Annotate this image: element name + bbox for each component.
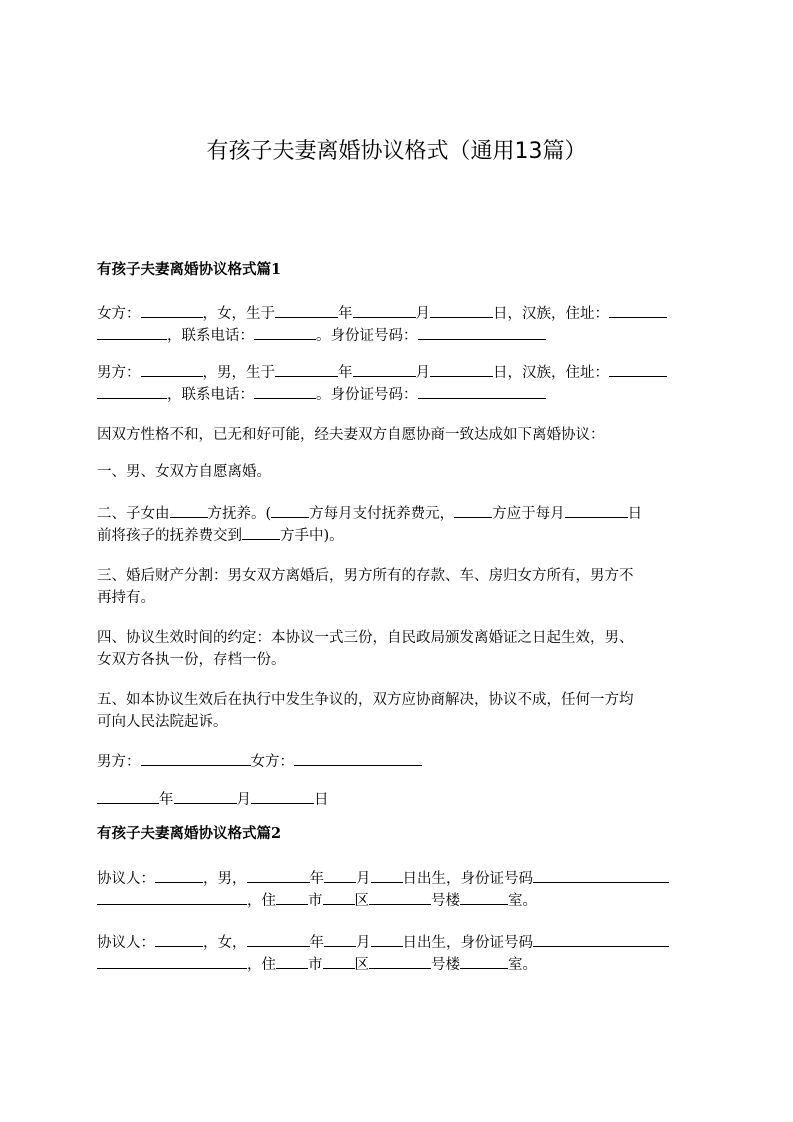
payer-party-blank-2[interactable] (454, 502, 492, 518)
sign-day-blank[interactable] (251, 788, 314, 804)
building-label: 号楼 (431, 893, 460, 909)
born-id-label: 日出生，身份证号码 (402, 935, 533, 951)
party-1-room-blank[interactable] (460, 889, 508, 905)
party-1-month-blank[interactable] (324, 867, 356, 883)
party-2-building-blank[interactable] (369, 953, 431, 969)
party-2-month-blank[interactable] (324, 931, 356, 947)
clause-2-text-b: 方抚养。( (207, 506, 272, 522)
clause-2-text-a: 二、子女由 (97, 506, 170, 522)
party-1-building-blank[interactable] (369, 889, 431, 905)
party-2-id-blank[interactable] (533, 931, 669, 947)
signature-line (97, 750, 422, 773)
clause-1: 一、男、女双方自愿离婚。 (97, 464, 271, 480)
month-label: 月 (415, 306, 430, 322)
female-address-blank-cont[interactable] (97, 324, 167, 340)
clause-2-text-e: 日 (627, 506, 643, 522)
sign-male-label: 男方： (97, 754, 141, 770)
male-birth-month-blank[interactable] (353, 361, 416, 377)
party-1-year-blank[interactable] (247, 867, 310, 883)
party-2-room-blank[interactable] (460, 953, 508, 969)
party-1-id-blank-cont[interactable] (97, 889, 247, 905)
clause-5-line-2: 可向人民法院起诉。 (97, 714, 228, 730)
male-birth-day-blank[interactable] (430, 361, 493, 377)
sign-year-blank[interactable] (97, 788, 159, 804)
party-1-line-2 (97, 889, 537, 912)
clause-2-line-2 (97, 524, 344, 547)
section-heading-2: 有孩子夫妻离婚协议格式篇2 (97, 825, 282, 842)
month-label: 月 (356, 935, 371, 951)
city-label: 市 (308, 893, 323, 909)
phone-label: ，联系电话： (167, 328, 254, 344)
male-birth-year-blank[interactable] (275, 361, 338, 377)
male-address-blank-cont[interactable] (97, 383, 167, 399)
party-label: 协议人： (97, 871, 155, 887)
party-2-city-blank[interactable] (276, 953, 308, 969)
male-phone-blank[interactable] (254, 383, 316, 399)
intro-paragraph: 因双方性格不和，已无和好可能，经夫妻双方自愿协商一致达成如下离婚协议： (97, 427, 605, 443)
female-phone-blank[interactable] (254, 324, 316, 340)
year-label: 年 (338, 306, 353, 322)
female-party-line (97, 302, 667, 325)
party-1-gender: ，男， (203, 871, 247, 887)
party-label: 协议人： (97, 935, 155, 951)
party-2-year-blank[interactable] (247, 931, 310, 947)
sign-female-label: 女方： (250, 754, 294, 770)
male-name-blank[interactable] (141, 361, 203, 377)
female-label: 女方： (97, 306, 141, 322)
female-birth-month-blank[interactable] (353, 302, 416, 318)
party-1-day-blank[interactable] (371, 867, 403, 883)
district-label: 区 (354, 957, 369, 973)
building-label: 号楼 (431, 957, 460, 973)
room-label: 室。 (508, 893, 537, 909)
party-1-id-blank[interactable] (533, 867, 669, 883)
receiver-party-blank[interactable] (242, 524, 280, 540)
city-label: 市 (308, 957, 323, 973)
clause-3-line-1: 三、婚后财产分割：男女双方离婚后，男方所有的存款、车、房归女方所有，男方不 (97, 568, 634, 584)
date-month-label: 月 (236, 792, 251, 808)
female-name-blank[interactable] (141, 302, 203, 318)
payer-party-blank[interactable] (271, 502, 309, 518)
male-id-blank[interactable] (418, 383, 546, 399)
month-label: 月 (415, 365, 430, 381)
date-line (97, 788, 329, 811)
clause-2-text-c: 方每月支付抚养费元， (309, 506, 455, 522)
male-label: 男方： (97, 365, 141, 381)
id-label: 。身份证号码： (316, 328, 418, 344)
live-label: ，住 (247, 957, 276, 973)
phone-label: ，联系电话： (167, 387, 254, 403)
clause-2-line-1 (97, 502, 642, 525)
party-2-day-blank[interactable] (371, 931, 403, 947)
male-contact-line (97, 383, 546, 406)
room-label: 室。 (508, 957, 537, 973)
section-heading-1: 有孩子夫妻离婚协议格式篇1 (97, 261, 282, 278)
female-birth-year-blank[interactable] (275, 302, 338, 318)
clause-2-text-g: 方手中)。 (280, 528, 344, 544)
sign-month-blank[interactable] (174, 788, 237, 804)
year-label: 年 (309, 871, 324, 887)
party-2-gender: ，女， (203, 935, 247, 951)
party-2-line-1 (97, 931, 669, 954)
clause-2-text-d: 方应于每月 (492, 506, 565, 522)
id-label: 。身份证号码： (316, 387, 418, 403)
clause-5-line-1: 五、如本协议生效后在执行中发生争议的，双方应协商解决，协议不成，任何一方均 (97, 692, 634, 708)
date-year-label: 年 (159, 792, 174, 808)
male-signature-blank[interactable] (141, 750, 251, 766)
female-contact-line (97, 324, 546, 347)
clause-3-line-2: 再持有。 (97, 590, 155, 606)
day-ethnic-address-label: 日，汉族，住址： (493, 306, 609, 322)
male-address-blank[interactable] (609, 361, 667, 377)
day-ethnic-address-label: 日，汉族，住址： (493, 365, 609, 381)
party-1-district-blank[interactable] (323, 889, 355, 905)
document-title: 有孩子夫妻离婚协议格式（通用13篇） (206, 139, 587, 164)
party-1-city-blank[interactable] (276, 889, 308, 905)
party-2-name-blank[interactable] (155, 931, 203, 947)
live-label: ，住 (247, 893, 276, 909)
year-label: 年 (309, 935, 324, 951)
clause-4-line-2: 女双方各执一份，存档一份。 (97, 652, 286, 668)
party-2-line-2 (97, 953, 537, 976)
party-2-id-blank-cont[interactable] (97, 953, 247, 969)
clause-4-line-1: 四、协议生效时间的约定：本协议一式三份，自民政局颁发离婚证之日起生效，男、 (97, 630, 634, 646)
date-day-label: 日 (314, 792, 329, 808)
district-label: 区 (354, 893, 369, 909)
clause-2-text-f: 前将孩子的抚养费交到 (97, 528, 242, 544)
female-mid: ，女，生于 (202, 306, 275, 322)
female-birth-day-blank[interactable] (430, 302, 493, 318)
male-party-line (97, 361, 667, 384)
party-1-name-blank[interactable] (155, 867, 203, 883)
born-id-label: 日出生，身份证号码 (402, 871, 533, 887)
custody-party-blank[interactable] (170, 502, 208, 518)
month-label: 月 (356, 871, 371, 887)
party-2-district-blank[interactable] (323, 953, 355, 969)
year-label: 年 (338, 365, 353, 381)
female-id-blank[interactable] (418, 324, 546, 340)
male-mid: ，男，生于 (202, 365, 275, 381)
payment-day-blank[interactable] (565, 502, 628, 518)
female-signature-blank[interactable] (294, 750, 422, 766)
female-address-blank[interactable] (609, 302, 667, 318)
party-1-line-1 (97, 867, 669, 890)
